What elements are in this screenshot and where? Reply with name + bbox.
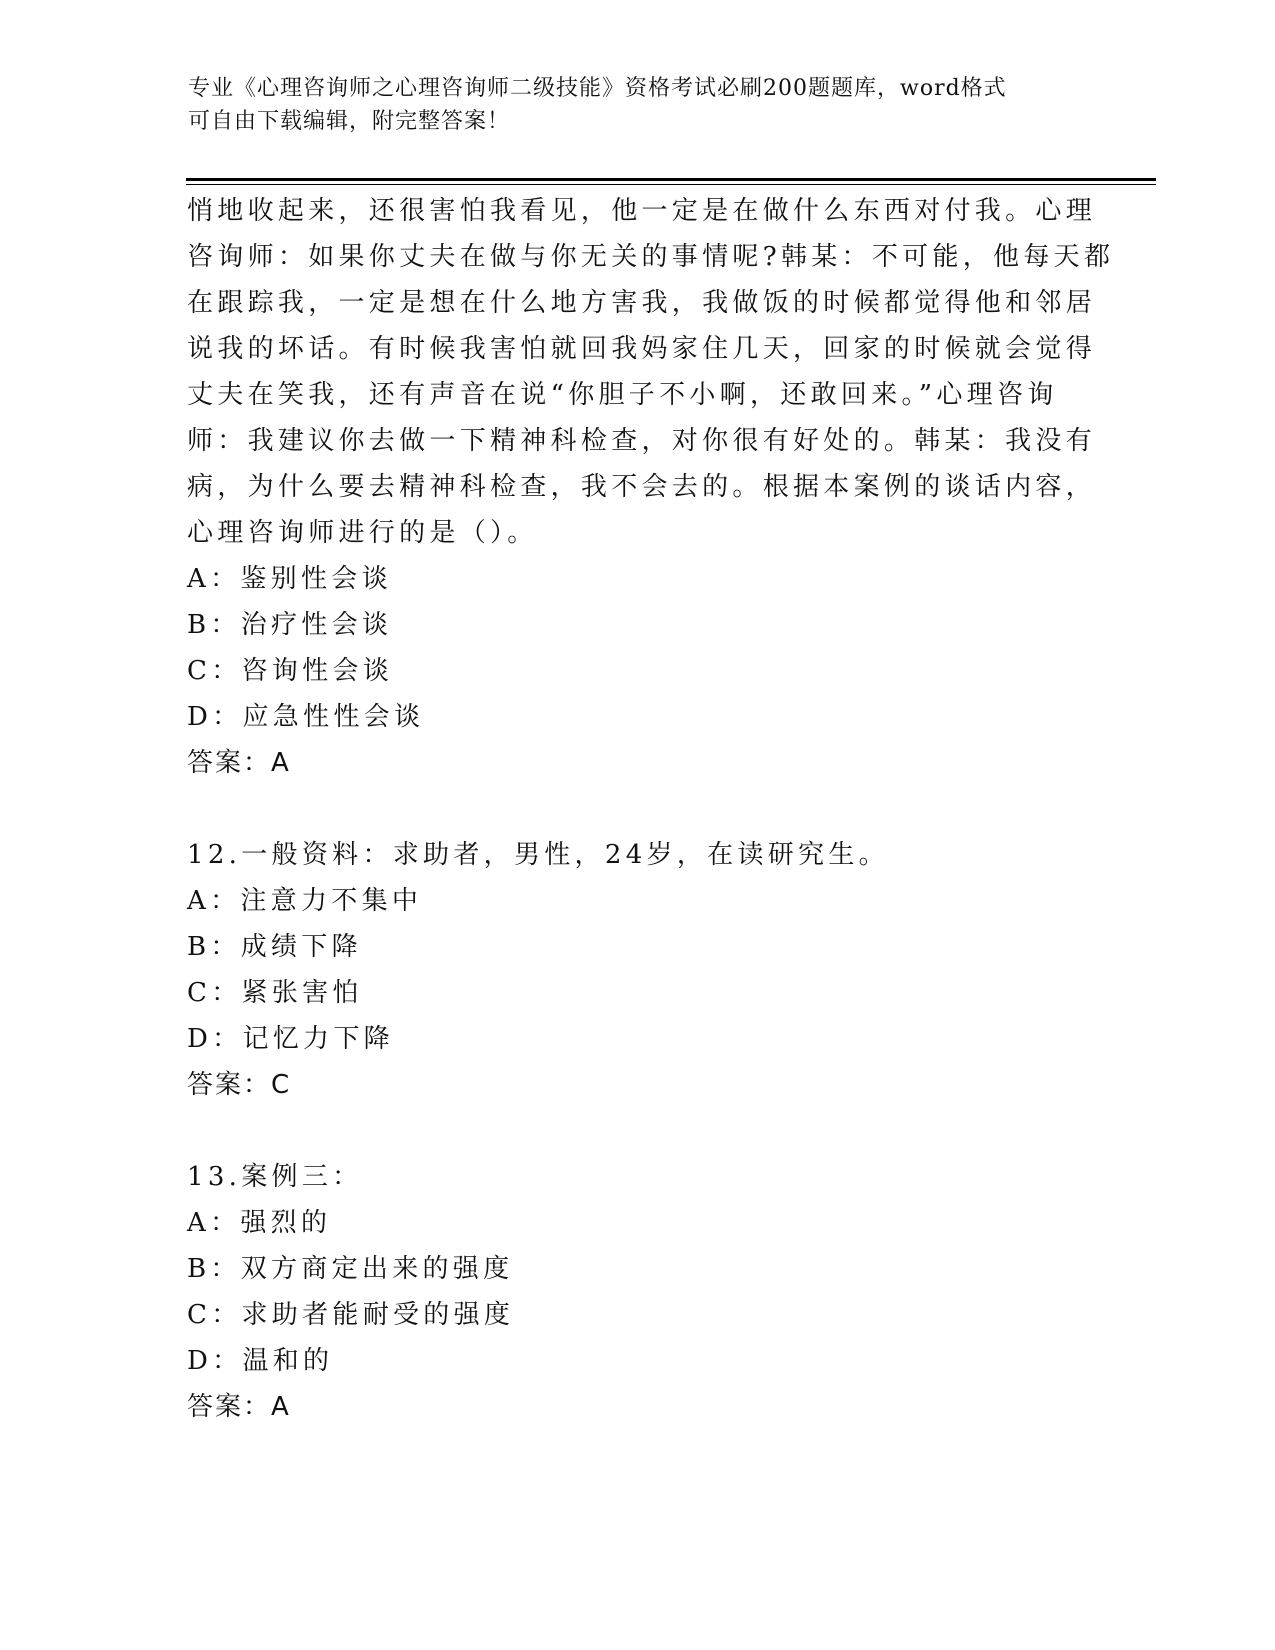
question-13-option-c: C：求助者能耐受的强度: [187, 1300, 515, 1330]
question-11-option-a: A：鉴别性会谈: [187, 564, 392, 594]
question-spacer: [187, 1108, 1087, 1154]
question-11-text-line: 咨询师：如果你丈夫在做与你无关的事情呢?韩某：不可能，他每天都: [187, 242, 1115, 272]
question-spacer: [187, 786, 1087, 832]
question-12-option-c: C：紧张害怕: [187, 978, 363, 1008]
question-11-text-line: 说我的坏话。有时候我害怕就回我妈家住几天，回家的时候就会觉得: [187, 334, 1097, 364]
question-11-answer: 答案：A: [187, 748, 291, 778]
question-12-option-a: A：注意力不集中: [187, 886, 423, 916]
question-11-text-line: 心理咨询师进行的是（）。: [187, 518, 538, 548]
question-13: [187, 1154, 1087, 1430]
question-12-stem: 12.一般资料：求助者，男性，24岁，在读研究生。: [187, 840, 889, 870]
header-rule-thick: [186, 178, 1156, 181]
question-12-option-d: D：记忆力下降: [187, 1024, 394, 1054]
question-13-option-d: D：温和的: [187, 1346, 334, 1376]
question-12-option-b: B：成绩下降: [187, 932, 362, 962]
header-line-1: 专业《心理咨询师之心理咨询师二级技能》资格考试必刷200题题库，word格式: [188, 76, 1007, 101]
question-11-text-line: 师：我建议你去做一下精神科检查，对你很有好处的。韩某：我没有: [187, 426, 1097, 456]
question-11-option-c: C：咨询性会谈: [187, 656, 393, 686]
question-13-answer: 答案：A: [187, 1392, 291, 1422]
question-13-stem: 13.案例三：: [187, 1162, 363, 1192]
question-13-option-a: A：强烈的: [187, 1208, 332, 1238]
question-11: [187, 188, 1115, 786]
question-11-text-line: 病，为什么要去精神科检查，我不会去的。根据本案例的谈话内容，: [187, 472, 1097, 502]
question-11-option-d: D：应急性性会谈: [187, 702, 425, 732]
page-header: [188, 72, 1088, 138]
question-11-text-line: 丈夫在笑我，还有声音在说“你胆子不小啊，还敢回来。”心理咨询: [187, 380, 1058, 410]
question-11-text-line: 在跟踪我，一定是想在什么地方害我，我做饭的时候都觉得他和邻居: [187, 288, 1097, 318]
question-content: [187, 188, 1115, 1430]
question-12-answer: 答案：C: [187, 1070, 292, 1100]
question-11-option-b: B：治疗性会谈: [187, 610, 393, 640]
header-rule-thin: [186, 184, 1156, 185]
question-12: [187, 832, 1087, 1108]
question-13-option-b: B：双方商定出来的强度: [187, 1254, 514, 1284]
header-line-2: 可自由下载编辑，附完整答案！: [188, 109, 511, 134]
question-11-text-line: 悄地收起来，还很害怕我看见，他一定是在做什么东西对付我。心理: [187, 196, 1097, 226]
